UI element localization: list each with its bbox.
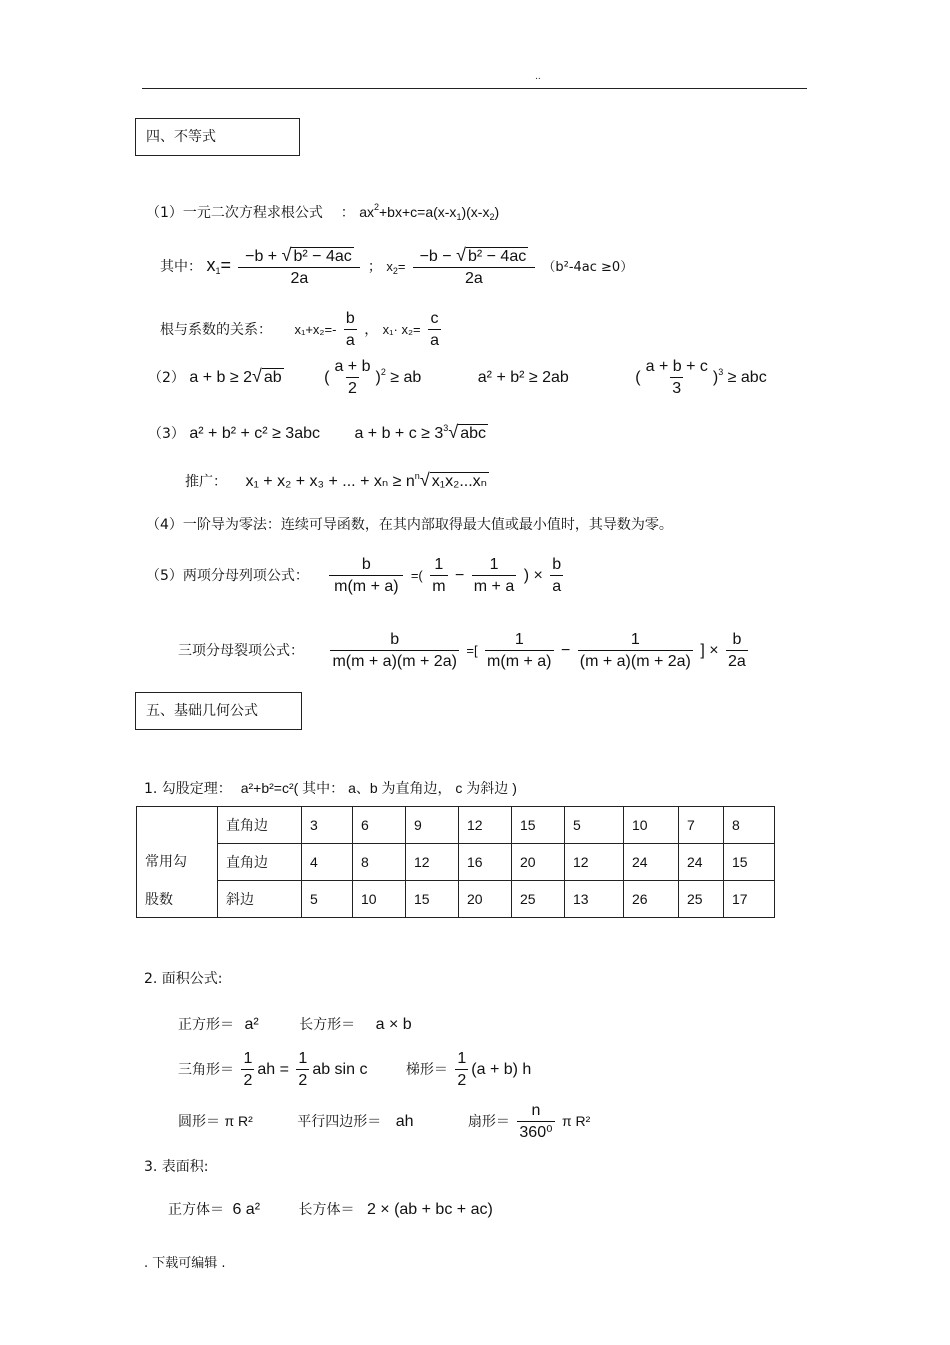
cubic-inequalities: （3） a² + b² + c² ≥ 3abc $a + b + c \ge 3^3√$ abc xyxy=(148,422,486,442)
area-title: 2. 面积公式: xyxy=(144,971,223,987)
section-title-inequality: 四、不等式 xyxy=(135,118,300,156)
row-label: 斜边 xyxy=(218,881,302,918)
table-cell: 25 xyxy=(512,881,565,918)
table-cell: 5 xyxy=(302,881,353,918)
mean-inequalities: （2） a + b ≥ 2√ ab ( $\frac{a + b}{2}$ )$^2$ ≥ ab a² + b² ≥ 2ab ( $\frac{a + b + c}{3}$ )$^3$ ≥ abc xyxy=(148,358,767,397)
footer-note: . 下载可编辑 . xyxy=(144,1256,226,1271)
table-cell: 8 xyxy=(724,807,775,844)
table-row xyxy=(137,881,775,918)
section-title-geometry: 五、基础几何公式 xyxy=(135,692,302,730)
table-cell: 9 xyxy=(406,807,459,844)
area-circle-parallelogram-sector: 圆形＝ π R² 平行四边形＝ ah 扇形＝ $\frac{n}{\text{360⁰}}$ π R² xyxy=(178,1102,591,1141)
table-cell: 12 xyxy=(459,807,512,844)
table-row xyxy=(137,807,775,844)
row-header-line1: 常用勾 xyxy=(145,854,187,870)
surface-title: 3. 表面积: xyxy=(144,1159,209,1175)
row-header xyxy=(137,807,218,918)
partial-fraction-two: （5）两项分母列项公式： $\frac{b}{m(m + a)}$ =( $\frac{1}{m}$ − $\frac{1}{m + a}$ ) × $\frac{b}{a}$ xyxy=(146,556,562,595)
table-cell: 12 xyxy=(406,844,459,881)
table-cell: 7 xyxy=(679,807,724,844)
vieta-relations: 根与系数的关系： x₁+x₂=- $\frac{b}{a}$ ， x₁· x₂= $\frac{c}{a}$ xyxy=(160,310,439,349)
header-rule xyxy=(142,88,807,89)
table-cell: 16 xyxy=(459,844,512,881)
table-cell: 15 xyxy=(406,881,459,918)
table-cell: 26 xyxy=(624,881,679,918)
table-cell: 8 xyxy=(353,844,406,881)
table-cell: 3 xyxy=(302,807,353,844)
table-cell: 10 xyxy=(624,807,679,844)
table-row xyxy=(137,844,775,881)
header-mark: .. xyxy=(535,72,541,82)
table-cell: 24 xyxy=(624,844,679,881)
root-plus-fraction: $\frac{\text{−b + √ b² − 4ac}}{2a}$ xyxy=(238,246,360,288)
area-triangle-trapezoid: 三角形＝ $\frac{1}{2}$ ah = $\frac{1}{2}$ ab sin c 梯形＝ $\frac{1}{2}$ (a + b) h xyxy=(178,1050,532,1089)
row-label: 直角边 xyxy=(218,807,302,844)
quadratic-roots: 其中： $x_1=$ $\frac{\text{−b + √ b² − 4ac}}{2a}$ ； $x_2=$ $\frac{\text{−b − √ b² − 4ac}}{2a}$ （b²-4ac ≥0） xyxy=(160,245,634,287)
pythagorean-triples-table xyxy=(136,806,775,918)
table-cell: 24 xyxy=(679,844,724,881)
table-cell: 15 xyxy=(512,807,565,844)
partial-fraction-three: 三项分母裂项公式： $\frac{b}{m(m + a)(m + 2a)}$ =[ $\frac{1}{m(m + a)}$ − $\frac{1}{(m + a)(m + 2a)}$ ] × $\frac{b}{2a}$ xyxy=(178,631,746,670)
table-cell: 5 xyxy=(565,807,624,844)
derivative-rule: （4）一阶导为零法：连续可导函数，在其内部取得最大值或最小值时，其导数为零。 xyxy=(146,517,673,533)
table-cell: 15 xyxy=(724,844,775,881)
table-cell: 4 xyxy=(302,844,353,881)
table-cell: 10 xyxy=(353,881,406,918)
row-header-line2: 股数 xyxy=(145,892,173,908)
row-label: 直角边 xyxy=(218,844,302,881)
generalized-inequality: 推广： x₁ + x₂ + x₃ + ... + $x_n \ge n^n√$ x₁x₂...xₙ xyxy=(185,470,488,490)
table-cell: 13 xyxy=(565,881,624,918)
area-square-rect: 正方形＝ a² 长方形＝ a × b xyxy=(178,1016,412,1033)
table-cell: 6 xyxy=(353,807,406,844)
discriminant-condition: （b²-4ac ≥0） xyxy=(542,260,634,275)
pythagoras-line: 1. 勾股定理： a²+b²=c²( 其中： a、b 为直角边， c 为斜边 ) xyxy=(144,780,517,797)
quadratic-label: （1）一元二次方程求根公式 ： $ax^2+bx+c=a(x-x_1)(x-x_2)$ xyxy=(146,202,500,222)
table-cell: 20 xyxy=(512,844,565,881)
table-cell: 20 xyxy=(459,881,512,918)
where-label: 其中： xyxy=(160,259,202,275)
table-cell: 17 xyxy=(724,881,775,918)
table-cell: 25 xyxy=(679,881,724,918)
root-minus-fraction: $\frac{\text{−b − √ b² − 4ac}}{2a}$ xyxy=(413,246,535,288)
table-cell: 12 xyxy=(565,844,624,881)
surface-formulas: 正方体＝ 6 a² 长方体＝ 2 × (ab + bc + ac) xyxy=(168,1201,493,1218)
